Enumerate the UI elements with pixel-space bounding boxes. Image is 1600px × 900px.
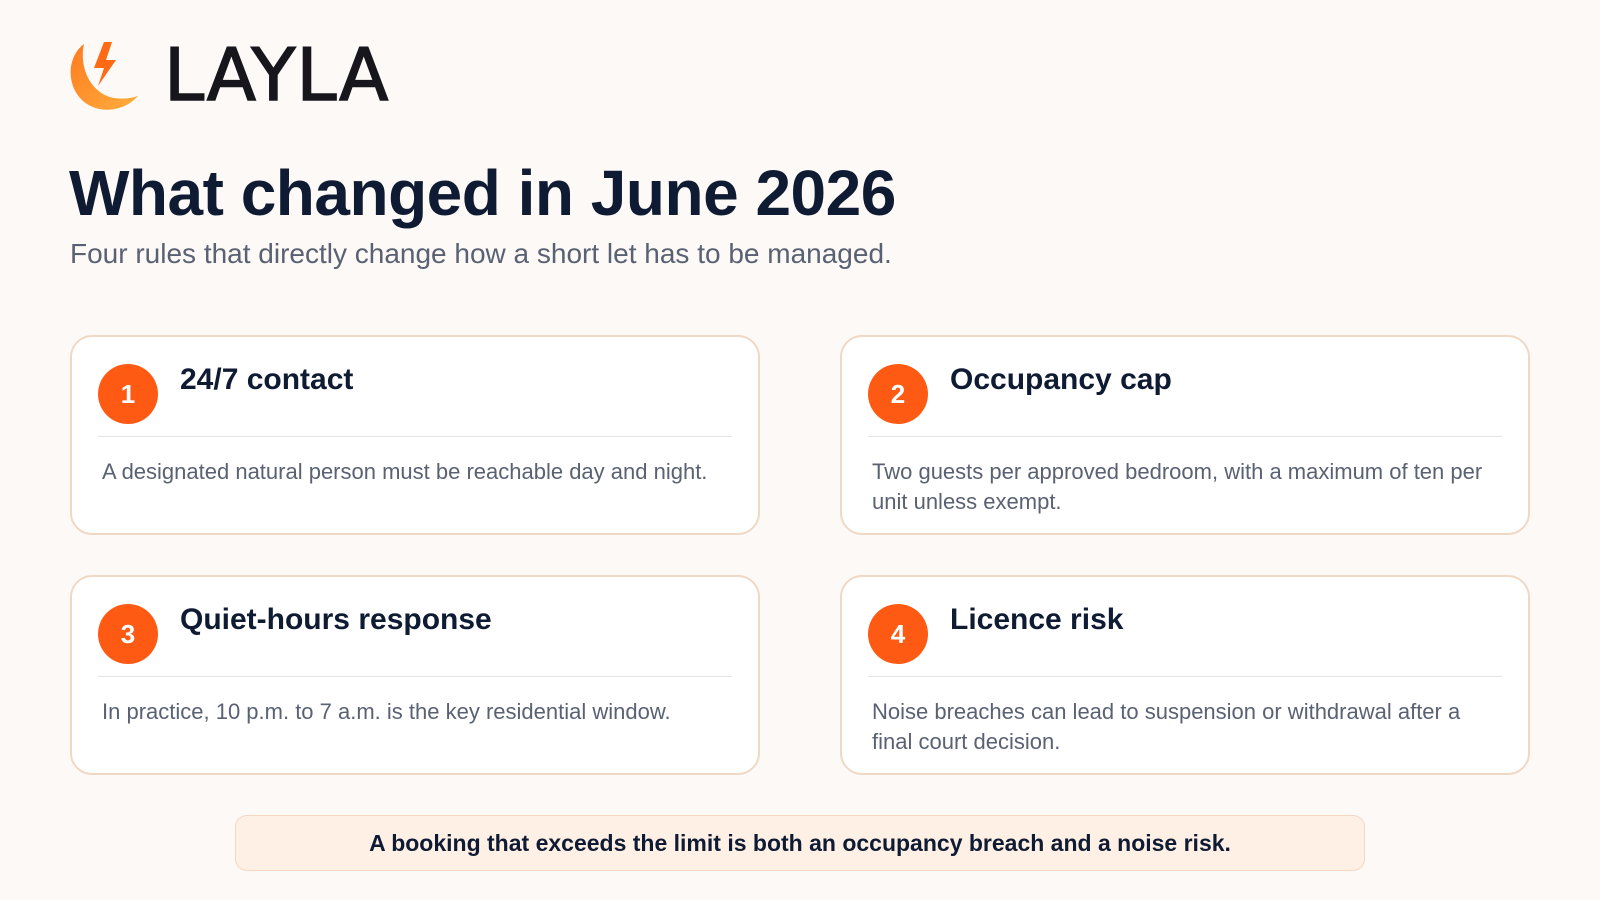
rule-description: Two guests per approved bedroom, with a maximum of ten per unit unless exempt. [872,459,1483,514]
rule-card [840,575,1530,775]
rule-number-badge: 2 [868,364,928,424]
page-title: What changed in June 2026 [69,157,896,229]
rule-description: A designated natural person must be reachable day and night. [102,459,708,484]
rule-title: Quiet-hours response [180,603,492,636]
card-divider [98,676,732,677]
card-divider [868,436,1502,437]
rule-card [70,575,760,775]
rule-number-badge: 3 [98,604,158,664]
rule-card [70,335,760,535]
brand-wordmark: LAYLA [164,33,390,117]
rule-number-badge: 4 [868,604,928,664]
rule-title: 24/7 contact [180,363,354,396]
rule-card [840,335,1530,535]
rule-title: Occupancy cap [950,363,1172,396]
crescent-bolt-icon [66,38,144,112]
rule-number-badge: 1 [98,364,158,424]
card-divider [98,436,732,437]
rule-description: Noise breaches can lead to suspension or withdrawal after a final court decision. [872,699,1461,754]
brand-logo [66,33,390,117]
rule-description: In practice, 10 p.m. to 7 a.m. is the key residential window. [102,699,671,724]
callout-banner: A booking that exceeds the limit is both an occupancy breach and a noise risk. [235,815,1365,871]
rule-title: Licence risk [950,603,1124,636]
card-divider [868,676,1502,677]
page-subtitle: Four rules that directly change how a short let has to be managed. [70,238,892,269]
